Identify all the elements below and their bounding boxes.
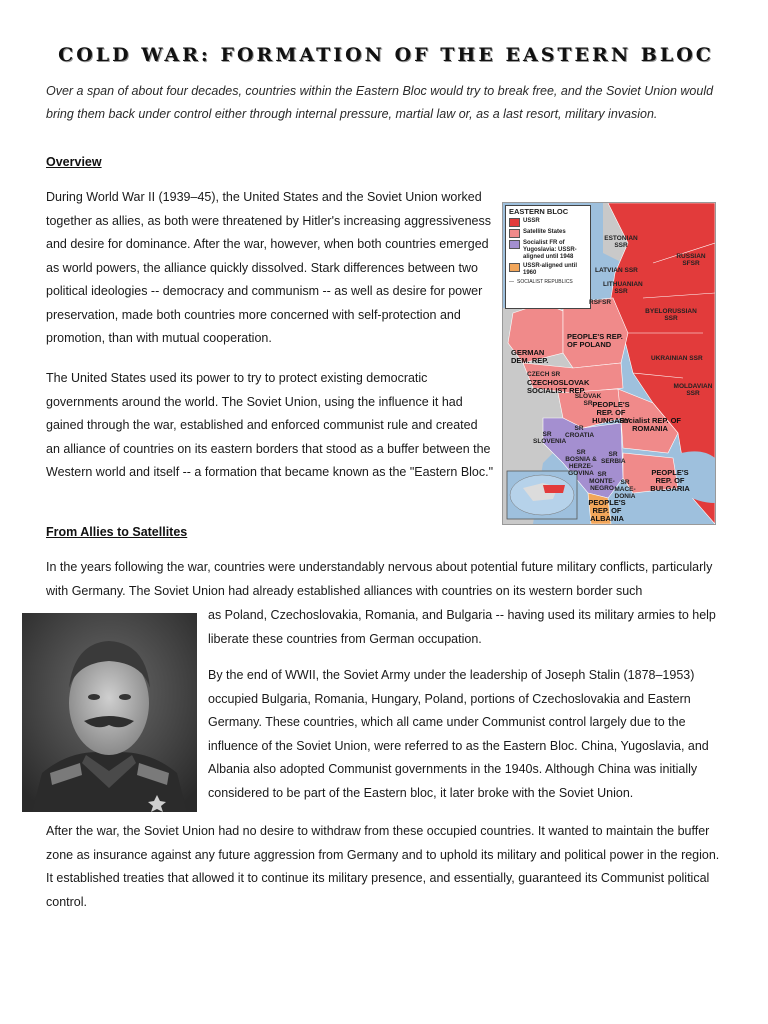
- map-inset-highlight: [543, 485, 565, 493]
- map-label-czech-sr: CZECH SR: [527, 371, 561, 378]
- map-label-poland: PEOPLE'S REP. OF POLAND: [567, 332, 623, 349]
- legend-note-text: SOCIALIST REPUBLICS: [517, 279, 573, 285]
- map-label-albania: PEOPLE'S REP. OF ALBANIA: [588, 498, 626, 523]
- allies-paragraph-2: as Poland, Czechoslovakia, Romania, and Bulgaria -- having used its military armies to help liberate these countries from German occupation.: [208, 608, 716, 646]
- legend-label: USSR: [523, 218, 540, 224]
- map-label-latvian: LATVIAN SSR: [595, 267, 638, 274]
- section-heading-overview: Overview: [46, 155, 102, 169]
- map-label-slovenia: SR SLOVENIA: [533, 431, 567, 445]
- document-title: COLD WAR: FORMATION OF THE EASTERN BLOC: [58, 44, 714, 66]
- legend-title: EASTERN BLOC: [509, 207, 569, 216]
- portrait-eye-right: [119, 694, 131, 700]
- map-label-serbia: SR SERBIA: [601, 451, 626, 465]
- allies-paragraph-3: By the end of WWII, the Soviet Army under the leadership of Joseph Stalin (1878–1953) occupied Bulgaria, Romania, Hungary, Poland, portions of Czechoslovakia and Eastern Germany. These countries, which all came under Communist control largely due to the influence of the Soviet Union, were referred to as the Eastern Bloc. China, Yugoslavia, and Albania also adopted Communist governments in the 1940s. Although China was initially considered to be part of the Eastern bloc, it later broke with the Soviet Union.: [208, 668, 709, 800]
- legend-item-albania: [509, 263, 587, 277]
- legend-item-yugoslavia: [509, 240, 587, 261]
- map-label-montenegro: SR MONTE-NEGRO: [589, 471, 615, 492]
- overview-paragraph-2: The United States used its power to try to protect existing democratic governments around the world. The Soviet Union, using the influence it had gained through the war, established and enforced communist rule and created an alliance of countries on its eastern borders that stood as a buffer between the Western world and itself -- a formation that became known as the "Eastern Bloc.": [46, 371, 494, 479]
- map-label-rsfsr: RSFSR: [589, 299, 612, 306]
- section-heading-allies: From Allies to Satellites: [46, 525, 188, 539]
- legend-label: Socialist FR of Yugoslavia: USSR-aligned until 1948: [523, 240, 577, 260]
- map-label-slovak: SLOVAK SR: [574, 393, 602, 407]
- map-label-macedonia: SR MACE-DONIA: [614, 479, 636, 500]
- eastern-bloc-map: [502, 202, 716, 525]
- portrait-graphic: [22, 613, 197, 812]
- legend-item-satellite: [509, 229, 587, 238]
- map-label-ukrainian: UKRAINIAN SSR: [651, 355, 703, 362]
- legend-item-ussr: [509, 218, 587, 227]
- allies-paragraph-1: In the years following the war, countries were understandably nervous about potential future military conflicts, particularly with Germany. The Soviet Union had already established alliances with countries on its western border such: [46, 560, 713, 598]
- map-label-croatia: SR CROATIA: [565, 425, 595, 439]
- allies-paragraph-4: After the war, the Soviet Union had no desire to withdraw from these occupied countries. It wanted to maintain the buffer zone as insurance against any future aggression from Germany and to uphold its military and political power in the region. It established treaties that allowed it to continue its military presence, and essentially, guaranteed its Communist political control.: [46, 824, 720, 909]
- map-label-hungary: PEOPLE'S REP. OF HUNGARY: [592, 400, 630, 425]
- map-label-czechoslovak: CZECHOSLOVAK SOCIALIST REP.: [527, 378, 590, 395]
- portrait-eye-left: [88, 694, 100, 700]
- stalin-portrait: [22, 613, 197, 812]
- map-label-estonian: ESTONIAN SSR: [604, 235, 638, 249]
- map-label-russian: RUSSIAN SFSR: [676, 253, 706, 267]
- legend-label: USSR-aligned until 1960: [523, 263, 577, 276]
- map-label-romania: Socialist REP. OF ROMANIA: [619, 416, 681, 433]
- legend-swatch: [509, 240, 520, 249]
- map-label-bulgaria: PEOPLE'S REP. OF BULGARIA: [650, 468, 690, 493]
- legend-swatch: [509, 229, 520, 238]
- overview-paragraph-1: During World War II (1939–45), the United States and the Soviet Union worked together as allies, as both were threatened by Hitler's increasing aggressiveness and desire for dominance. After the war, however, when both countries emerged as world powers, the alliance quickly dissolved. Stark differences between two political ideologies -- democracy and communism -- as well as desire for power preservation, made both countries more concerned with self-protection and promotion, than with mutual cooperation.: [46, 190, 491, 345]
- map-label-bosnia: SR BOSNIA & HERZE-GOVINA: [565, 449, 597, 477]
- legend-swatch: [509, 218, 520, 227]
- intro-paragraph: Over a span of about four decades, countries within the Eastern Bloc would try to break free, and the Soviet Union would bring them back under control either through internal pressure, martial law or, as a last resort, military invasion.: [46, 84, 714, 121]
- legend-note: — SOCIALIST REPUBLICS: [509, 279, 573, 285]
- map-label-gdr: GERMAN DEM. REP.: [511, 348, 549, 365]
- map-legend: [505, 205, 591, 309]
- map-label-byelorussian: BYELORUSSIAN SSR: [645, 308, 697, 322]
- map-label-moldavian: MOLDAVIAN SSR: [673, 383, 713, 397]
- legend-label: Satellite States: [523, 229, 566, 235]
- legend-swatch: [509, 263, 520, 272]
- map-label-lithuanian: LITHUANIAN SSR: [603, 281, 643, 295]
